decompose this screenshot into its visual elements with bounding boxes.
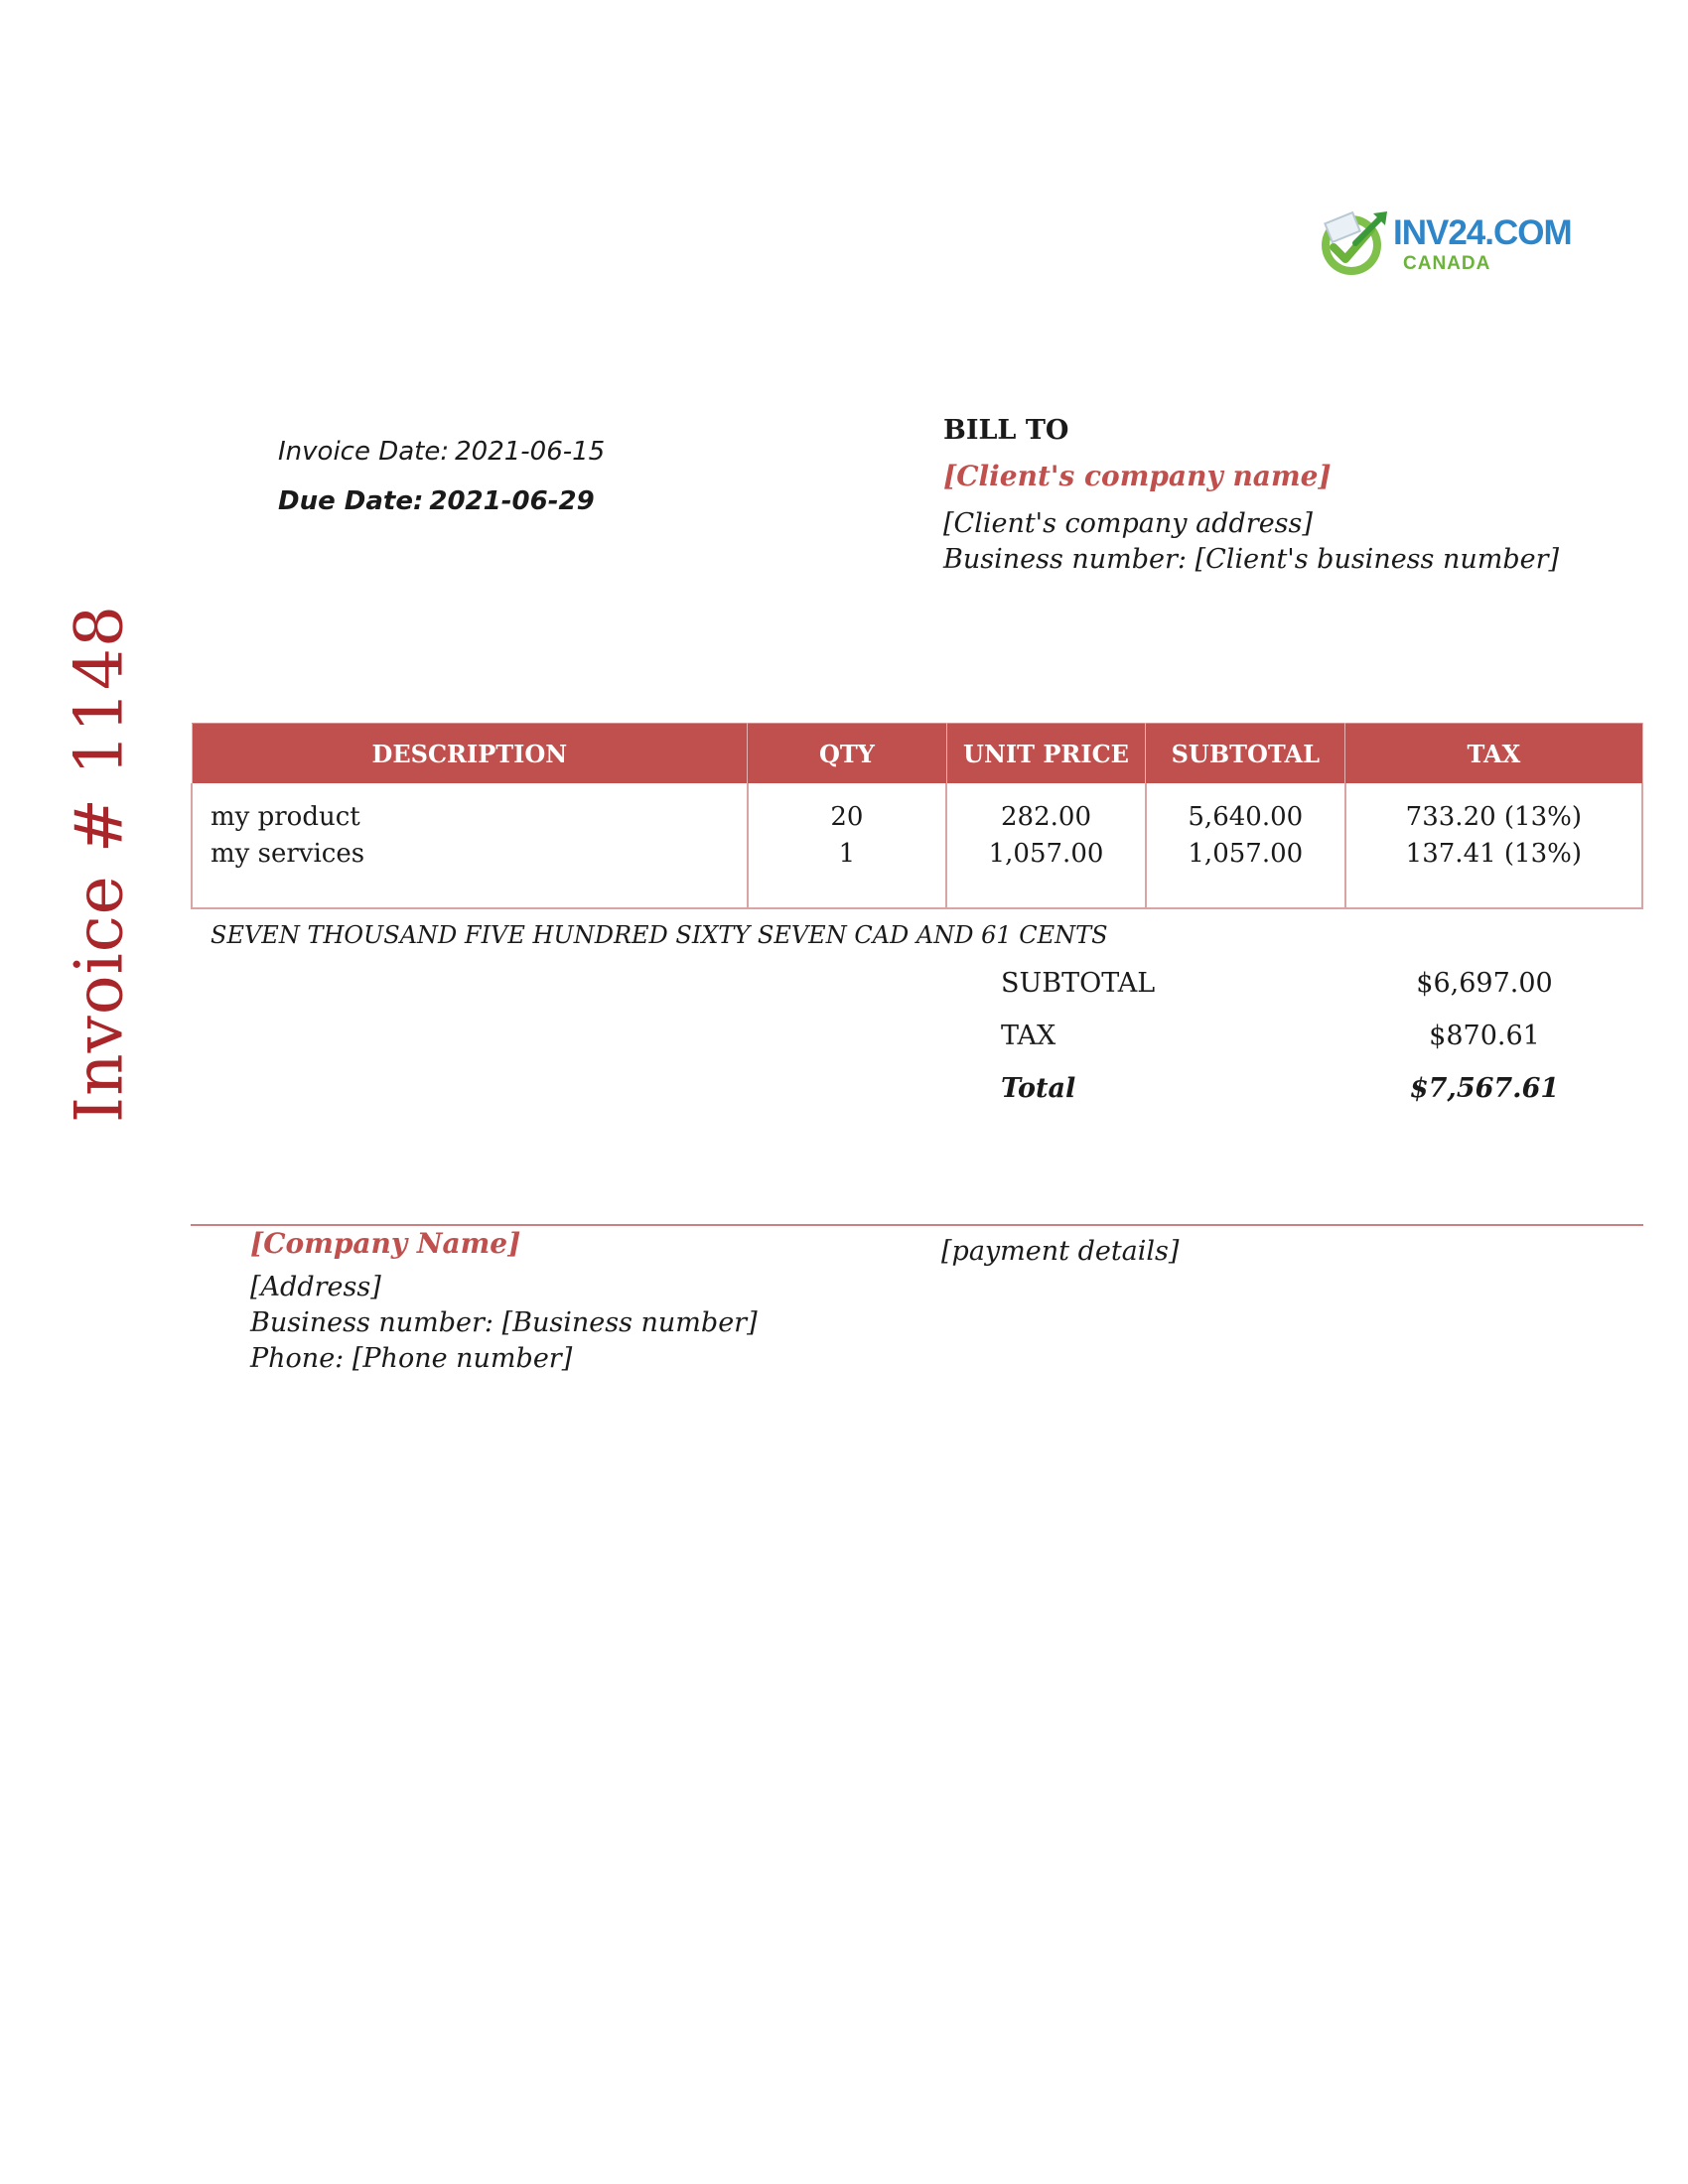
payment-details: [payment details] <box>941 1236 1180 1267</box>
footer-divider <box>191 1224 1643 1226</box>
check-envelope-icon <box>1316 204 1393 283</box>
subtotal-label: SUBTOTAL <box>1001 968 1156 999</box>
bill-to-block <box>943 415 1559 578</box>
tax-value: $870.61 <box>1429 1021 1540 1051</box>
seller-business-number: Business number: [Business number] <box>250 1307 758 1338</box>
header-description: DESCRIPTION <box>192 724 748 784</box>
subtotal-cell <box>1146 783 1345 908</box>
item-unit-price: 1,057.00 <box>988 839 1104 869</box>
seller-phone: Phone: [Phone number] <box>250 1343 573 1374</box>
item-subtotal: 1,057.00 <box>1188 839 1304 869</box>
invoice-date-value: 2021-06-15 <box>455 437 606 467</box>
client-business-number: Business number: [Client's business number] <box>943 544 1560 575</box>
item-tax: 137.41 (13%) <box>1405 839 1582 869</box>
line-items-table <box>191 723 1643 909</box>
table-row <box>192 783 1642 908</box>
client-address: [Client's company address] <box>943 508 1313 539</box>
tax-cell <box>1345 783 1642 908</box>
item-unit-price: 282.00 <box>1001 802 1091 832</box>
amount-in-words: SEVEN THOUSAND FIVE HUNDRED SIXTY SEVEN CAD AND 61 CENTS <box>211 921 1108 949</box>
description-cell <box>192 783 748 908</box>
table-header-row <box>192 724 1642 784</box>
item-qty: 1 <box>838 839 856 869</box>
due-date <box>278 486 595 516</box>
item-description: my product <box>211 802 360 832</box>
bill-to-title: BILL TO <box>943 415 1069 446</box>
unit-price-cell <box>946 783 1146 908</box>
seller-company-block <box>250 1227 758 1377</box>
header-tax: TAX <box>1345 724 1642 784</box>
brand-logo <box>1316 204 1572 283</box>
due-date-label: Due Date: <box>278 486 424 516</box>
item-qty: 20 <box>830 802 864 832</box>
due-date-value: 2021-06-29 <box>429 486 595 516</box>
logo-brand-text: INV24.COM <box>1393 213 1572 252</box>
item-description: my services <box>211 839 365 869</box>
invoice-number: Invoice # 1148 <box>61 605 138 1123</box>
invoice-date <box>278 437 605 467</box>
item-tax: 733.20 (13%) <box>1405 802 1582 832</box>
seller-address: [Address] <box>250 1272 381 1302</box>
item-subtotal: 5,640.00 <box>1188 802 1304 832</box>
invoice-date-label: Invoice Date: <box>278 437 450 467</box>
subtotal-value: $6,697.00 <box>1416 968 1553 999</box>
logo-region-text: CANADA <box>1403 253 1491 274</box>
header-unit-price: UNIT PRICE <box>946 724 1146 784</box>
header-qty: QTY <box>748 724 946 784</box>
seller-company-name: [Company Name] <box>250 1227 521 1260</box>
total-value: $7,567.61 <box>1409 1073 1560 1104</box>
total-label: Total <box>1001 1073 1076 1104</box>
client-company-name: [Client's company name] <box>943 460 1332 492</box>
tax-label: TAX <box>1001 1021 1056 1051</box>
qty-cell <box>748 783 946 908</box>
header-subtotal: SUBTOTAL <box>1146 724 1345 784</box>
